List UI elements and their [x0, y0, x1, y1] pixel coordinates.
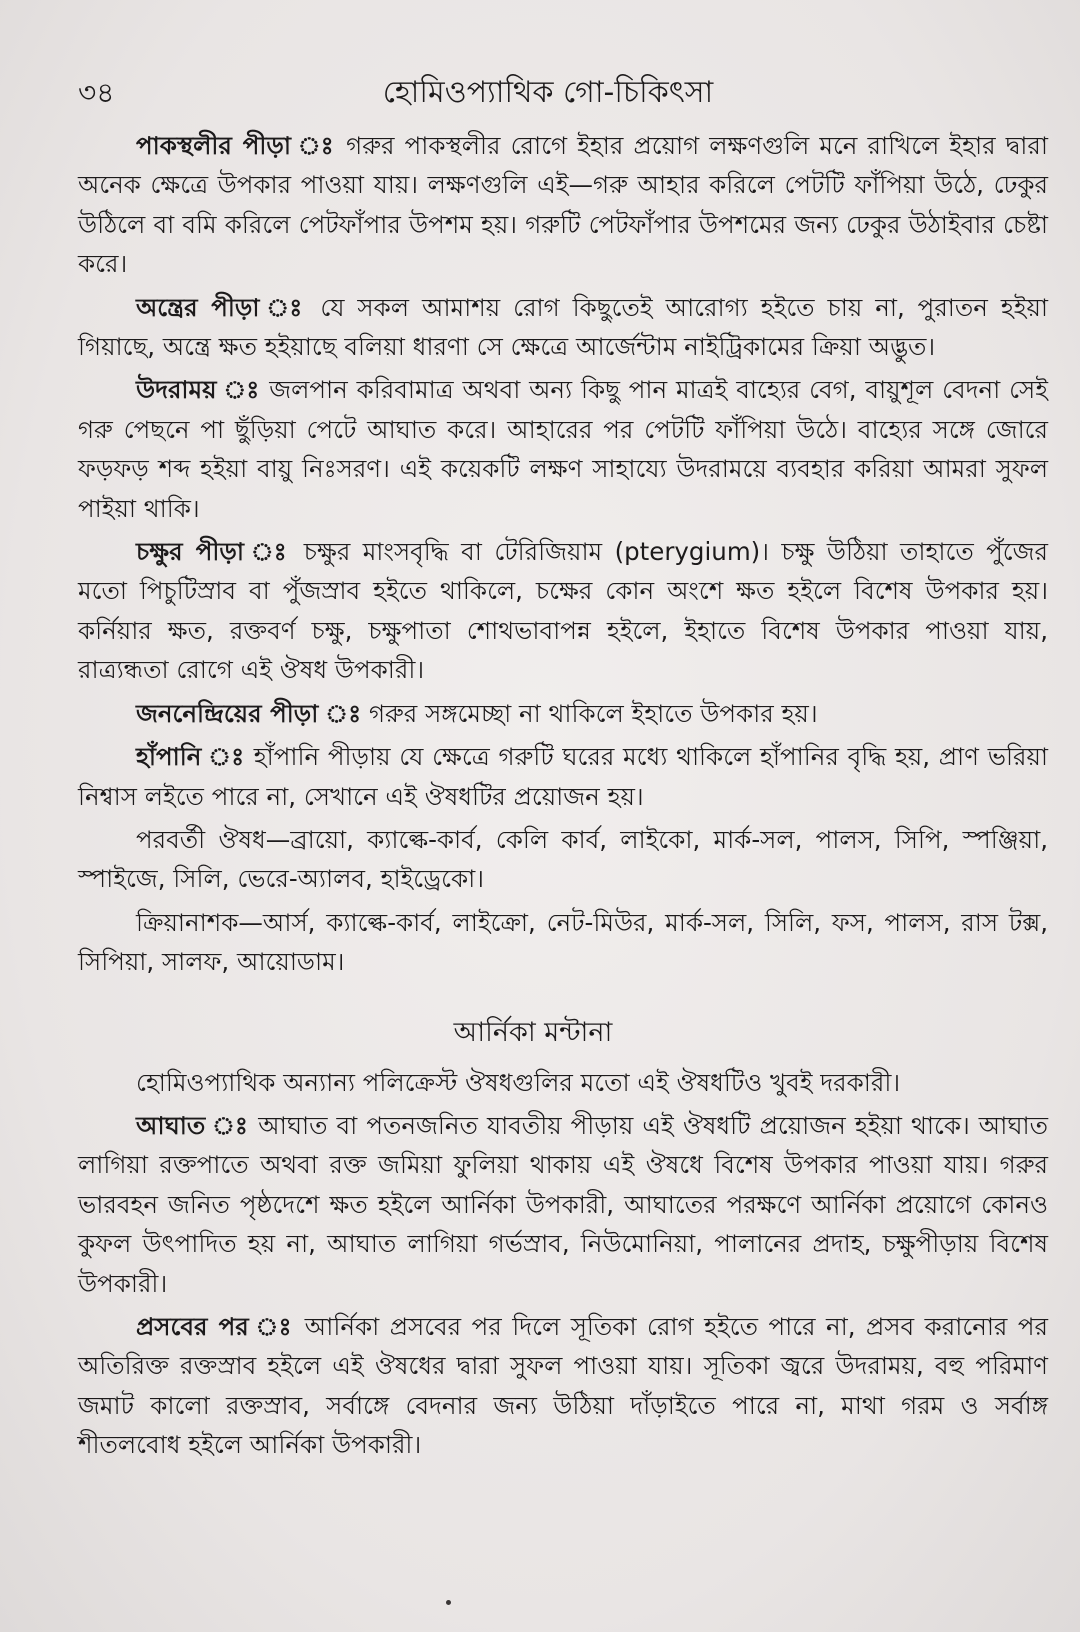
paragraph-body: হোমিওপ্যাথিক অন্যান্য পলিক্রেস্ট ঔষধগুলির মতো এই ঔষধটিও খুবই দরকারী।	[136, 1067, 901, 1097]
paragraph-term: আঘাত ঃ	[136, 1110, 250, 1140]
running-header	[78, 68, 1048, 116]
paragraph	[78, 370, 1048, 528]
paragraph	[78, 1106, 1048, 1303]
paragraph-term: প্রসবের পর ঃ	[136, 1311, 295, 1341]
paragraph-body: গরুর পাকস্থলীর রোগে ইহার প্রয়োগ লক্ষণগুলি মনে রাখিলে ইহার দ্বারা অনেক ক্ষেত্রে উপকার পাওয়া যায়। লক্ষণগুলি এই—গরু আহার করিলে পেটটি ফাঁপিয়া উঠে, ঢেকুর উঠিলে বা বমি করিলে পেটফাঁপার উপশম হয়। গরুটি পেটফাঁপার উপশমের জন্য ঢেকুর উঠাইবার চেষ্টা করে।	[78, 131, 1048, 279]
paragraph-term: পাকস্থলীর পীড়া ঃ	[136, 131, 337, 160]
paragraph-body: হাঁপানি পীড়ায় যে ক্ষেত্রে গরুটি ঘরের মধ্যে থাকিলে হাঁপানির বৃদ্ধি হয়, প্রাণ ভরিয়া নিশ্বাস লইতে পারে না, সেখানে এই ঔষধটির প্রয়োজন হয়।	[78, 742, 1048, 811]
paragraph-body: ক্রিয়ানাশক—আর্স, ক্যাল্কে-কার্ব, লাইক্রো, নেট-মিউর, মার্ক-সল, সিলি, ফস, পালস, রাস টক্স, সিপিয়া, সালফ, আয়োডাম।	[78, 907, 1048, 977]
page-number: ৩৪	[78, 76, 115, 109]
paragraph	[78, 903, 1048, 982]
section-heading: আর্নিকা মন্টানা	[453, 1016, 613, 1048]
paragraph	[78, 126, 1048, 284]
paragraph-term: চক্ষুর পীড়া ঃ	[136, 537, 292, 567]
paragraph-body: আঘাত বা পতনজনিত যাবতীয় পীড়ায় এই ঔষধটি প্রয়োজন হইয়া থাকে। আঘাত লাগিয়া রক্তপাতে অথবা রক্ত জমিয়া ফুলিয়া থাকায় এই ঔষধে বিশেষ উপকার পাওয়া যায়। গরুর ভারবহন জনিত পৃষ্ঠদেশে ক্ষত হইলে আর্নিকা উপকারী, আঘাতের পরক্ষণে আর্নিকা প্রয়োগে কোনও কুফল উৎপাদিত হয় না, আঘাত লাগিয়া গর্ভস্রাব, নিউমোনিয়া, পালানের প্রদাহ, চক্ষুপীড়ায় বিশেষ উপকারী।	[78, 1110, 1048, 1298]
page-mark	[446, 1600, 451, 1605]
running-title: হোমিওপ্যাথিক গো-চিকিৎসা	[382, 75, 714, 110]
paragraph-body: আর্নিকা প্রসবের পর দিলে সূতিকা রোগ হইতে পারে না, প্রসব করানোর পর অতিরিক্ত রক্তস্রাব হইলে এই ঔষধের দ্বারা সুফল পাওয়া যায়। সূতিকা জ্বরে উদরাময়, বহু পরিমাণ জমাট কালো রক্তস্রাব, সর্বাঙ্গে বেদনার জন্য উঠিয়া দাঁড়াইতে পারে না, মাথা গরম ও সর্বাঙ্গ শীতলবোধ হইলে আর্নিকা উপকারী।	[78, 1311, 1049, 1460]
body-text-part-2	[78, 1063, 1048, 1465]
paragraph-body: জলপান করিবামাত্র অথবা অন্য কিছু পান মাত্রই বাহ্যের বেগ, বায়ুশূল বেদনা সেই গরু পেছনে পা ছুঁড়িয়া পেটে আঘাত করে। আহারের পর পেটটি ফাঁপিয়া উঠে। বাহ্যের সঙ্গে জোরে ফড়ফড় শব্দ হইয়া বায়ু নিঃসরণ। এই কয়েকটি লক্ষণ সাহায্যে উদরাময়ে ব্যবহার করিয়া আমরা সুফল পাইয়া থাকি।	[78, 375, 1048, 523]
paragraph	[78, 532, 1048, 690]
paragraph	[78, 737, 1048, 816]
paragraph	[78, 288, 1048, 367]
paragraph-body: গরুর সঙ্গমেচ্ছা না থাকিলে ইহাতে উপকার হয়।	[361, 698, 818, 728]
paragraph	[78, 1063, 1048, 1102]
paragraph-term: উদরাময় ঃ	[136, 375, 261, 405]
paragraph-body: যে সকল আমাশয় রোগ কিছুতেই আরোগ্য হইতে চায় না, পুরাতন হইয়া গিয়াছে, অন্ত্রে ক্ষত হইয়াছে বলিয়া ধারণা সে ক্ষেত্রে আর্জেন্টাম নাইট্রিকামের ক্রিয়া অদ্ভুত।	[78, 292, 1049, 362]
paragraph-body: চক্ষুর মাংসবৃদ্ধি বা টেরিজিয়াম (pterygium)। চক্ষু উঠিয়া তাহাতে পুঁজের মতো পিচুটিস্রাব বা পুঁজস্রাব হইতে থাকিলে, চক্ষের কোন অংশে ক্ষত হইলে বিশেষ উপকার হয়। কর্নিয়ার ক্ষত, রক্তবর্ণ চক্ষু, চক্ষুপাতা শোথভাবাপন্ন হইলে, ইহাতে বিশেষ উপকার পাওয়া যায়, রাত্র্যন্ধতা রোগে এই ঔষধ উপকারী।	[78, 537, 1048, 685]
body-text-part-1	[78, 126, 1048, 982]
paragraph-term: অন্ত্রের পীড়া ঃ	[136, 292, 308, 322]
paragraph	[78, 820, 1048, 899]
paragraph	[78, 1307, 1048, 1465]
paragraph-body: পরবর্তী ঔষধ—ব্রায়ো, ক্যাল্কে-কার্ব, কেলি কার্ব, লাইকো, মার্ক-সল, পালস, সিপি, স্পঞ্জিয়া, স্পাইজে, সিলি, ভেরে-অ্যালব, হাইড্রেকো।	[78, 824, 1048, 894]
paragraph-term: হাঁপানি ঃ	[136, 742, 246, 772]
paragraph-term: জননেন্দ্রিয়ের পীড়া ঃ	[136, 698, 362, 728]
paragraph	[78, 694, 1048, 733]
